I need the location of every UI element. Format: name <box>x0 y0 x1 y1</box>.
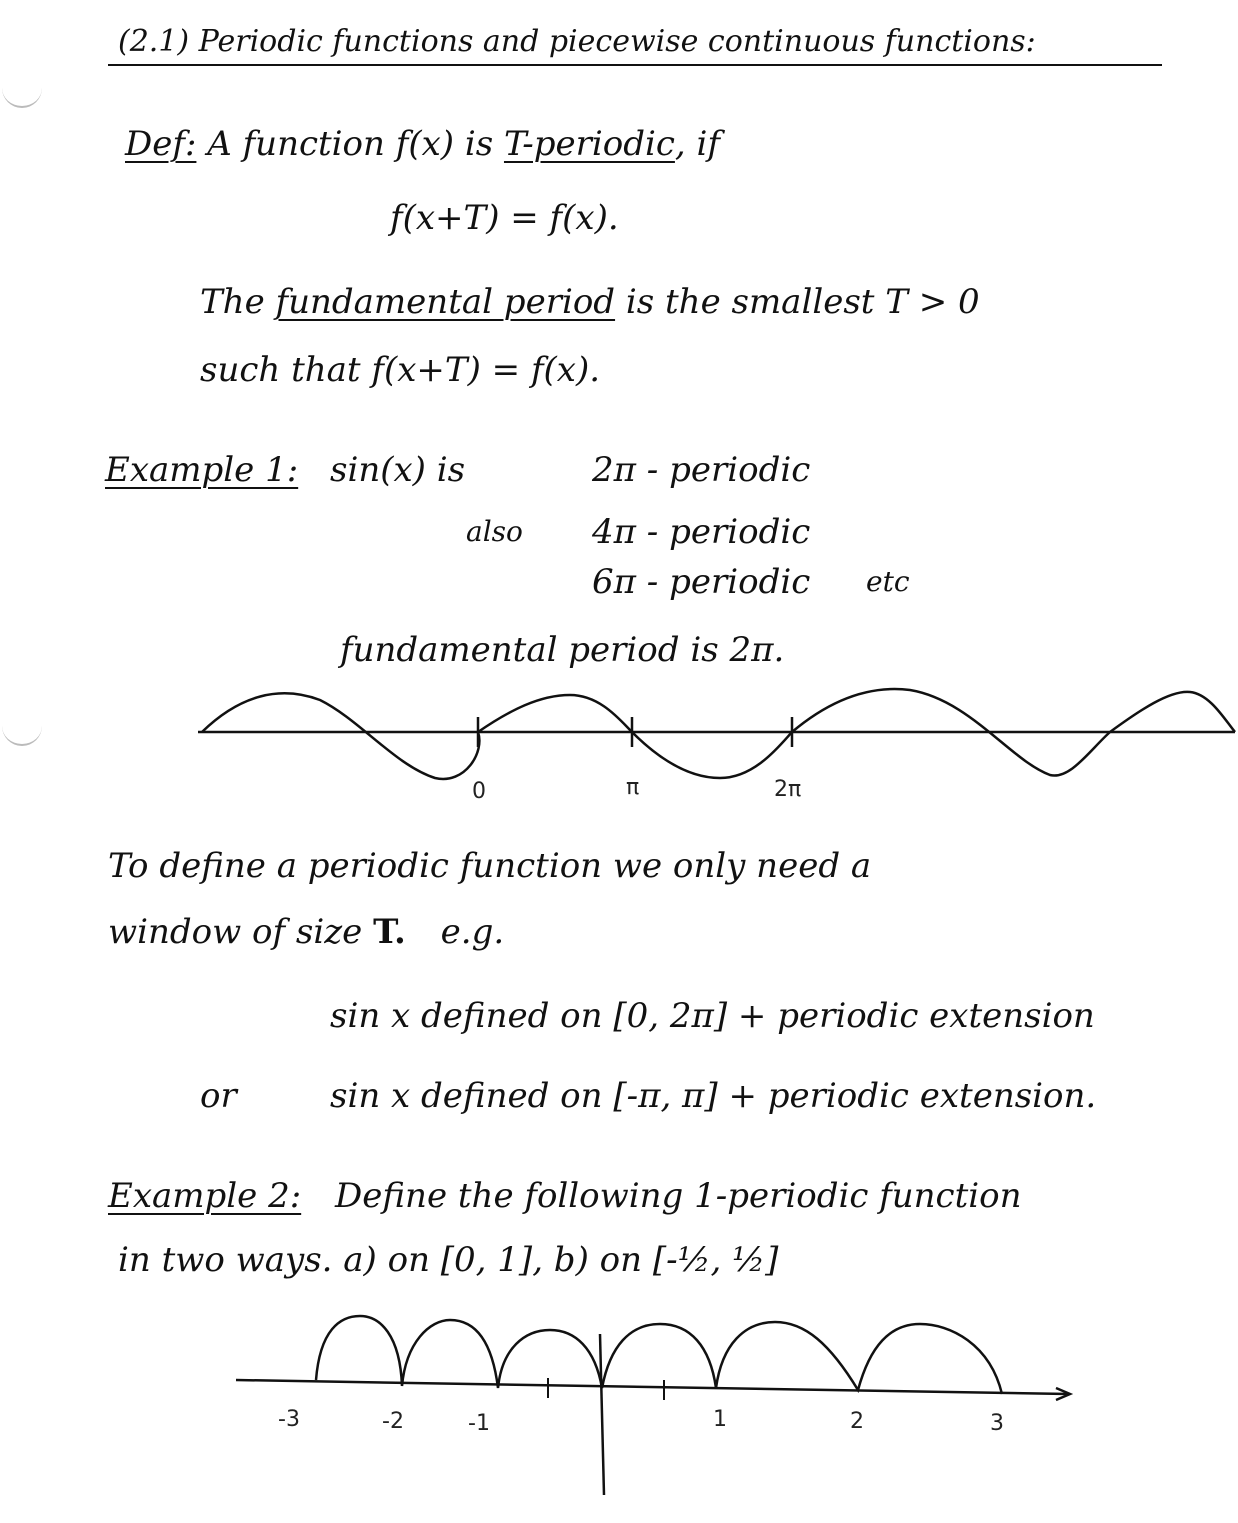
example1-also: also <box>466 515 523 548</box>
sine-label-0: 0 <box>472 779 486 804</box>
arch-x-axis <box>236 1380 1068 1394</box>
fundamental-prefix: The <box>200 282 265 322</box>
page-edge-mark-top <box>2 80 42 108</box>
example2-label: Example 2: <box>108 1176 302 1216</box>
definition-text: A function f(x) is <box>207 124 494 164</box>
arch-y-axis <box>600 1334 604 1495</box>
fundamental-term: fundamental period <box>275 282 616 322</box>
window-option-2: sin x defined on [-π, π] + periodic extension. <box>330 1076 1097 1116</box>
definition-label: Def: <box>125 124 197 164</box>
sine-label-pi: π <box>626 775 640 800</box>
fundamental-definition-line <box>200 282 980 322</box>
window-line-1: To define a periodic function we only need a <box>108 846 872 886</box>
window-option-1: sin x defined on [0, 2π] + periodic extension <box>330 996 1095 1036</box>
window-size-text: window of size <box>108 912 363 952</box>
example2-line-1: Define the following 1-periodic function <box>335 1176 1022 1216</box>
periodicity-equation: f(x+T) = f(x). <box>390 198 619 238</box>
example1-period-4pi: 4π - periodic <box>592 512 811 552</box>
arch-label-2: 2 <box>850 1409 864 1434</box>
arch-label-minus-1: -1 <box>468 1411 490 1436</box>
window-line-2 <box>108 912 504 952</box>
example1-subject: sin(x) is <box>330 450 466 490</box>
definition-if: , if <box>674 124 720 164</box>
example1-etc: etc <box>866 565 910 598</box>
sine-curve <box>202 689 1235 779</box>
title-underline <box>108 64 1162 66</box>
section-title: (2.1) Periodic functions and piecewise continuous functions: <box>118 24 1036 59</box>
window-eg: e.g. <box>440 912 505 952</box>
arch-label-1: 1 <box>713 1407 727 1432</box>
window-or: or <box>200 1076 237 1116</box>
example1-period-2pi: 2π - periodic <box>592 450 811 490</box>
window-size-T: T. <box>373 912 406 952</box>
example1-period-6pi: 6π - periodic <box>592 562 811 602</box>
sine-label-2pi: 2π <box>774 777 802 802</box>
definition-line <box>125 124 720 164</box>
example1-conclusion: fundamental period is 2π. <box>340 630 785 670</box>
fundamental-condition: such that f(x+T) = f(x). <box>200 350 601 390</box>
arch-label-minus-2: -2 <box>382 1409 404 1434</box>
sine-wave-sketch <box>180 670 1238 820</box>
page-edge-mark-middle <box>2 718 42 746</box>
example1-label: Example 1: <box>105 450 299 490</box>
example2-line-2: in two ways. a) on [0, 1], b) on [-½, ½] <box>118 1240 779 1280</box>
periodic-term: T-periodic <box>503 124 675 164</box>
arch-label-minus-3: -3 <box>278 1407 300 1432</box>
arch-function-sketch <box>230 1290 1090 1500</box>
fundamental-suffix: is the smallest T > 0 <box>625 282 980 322</box>
arch-label-3: 3 <box>990 1411 1004 1436</box>
